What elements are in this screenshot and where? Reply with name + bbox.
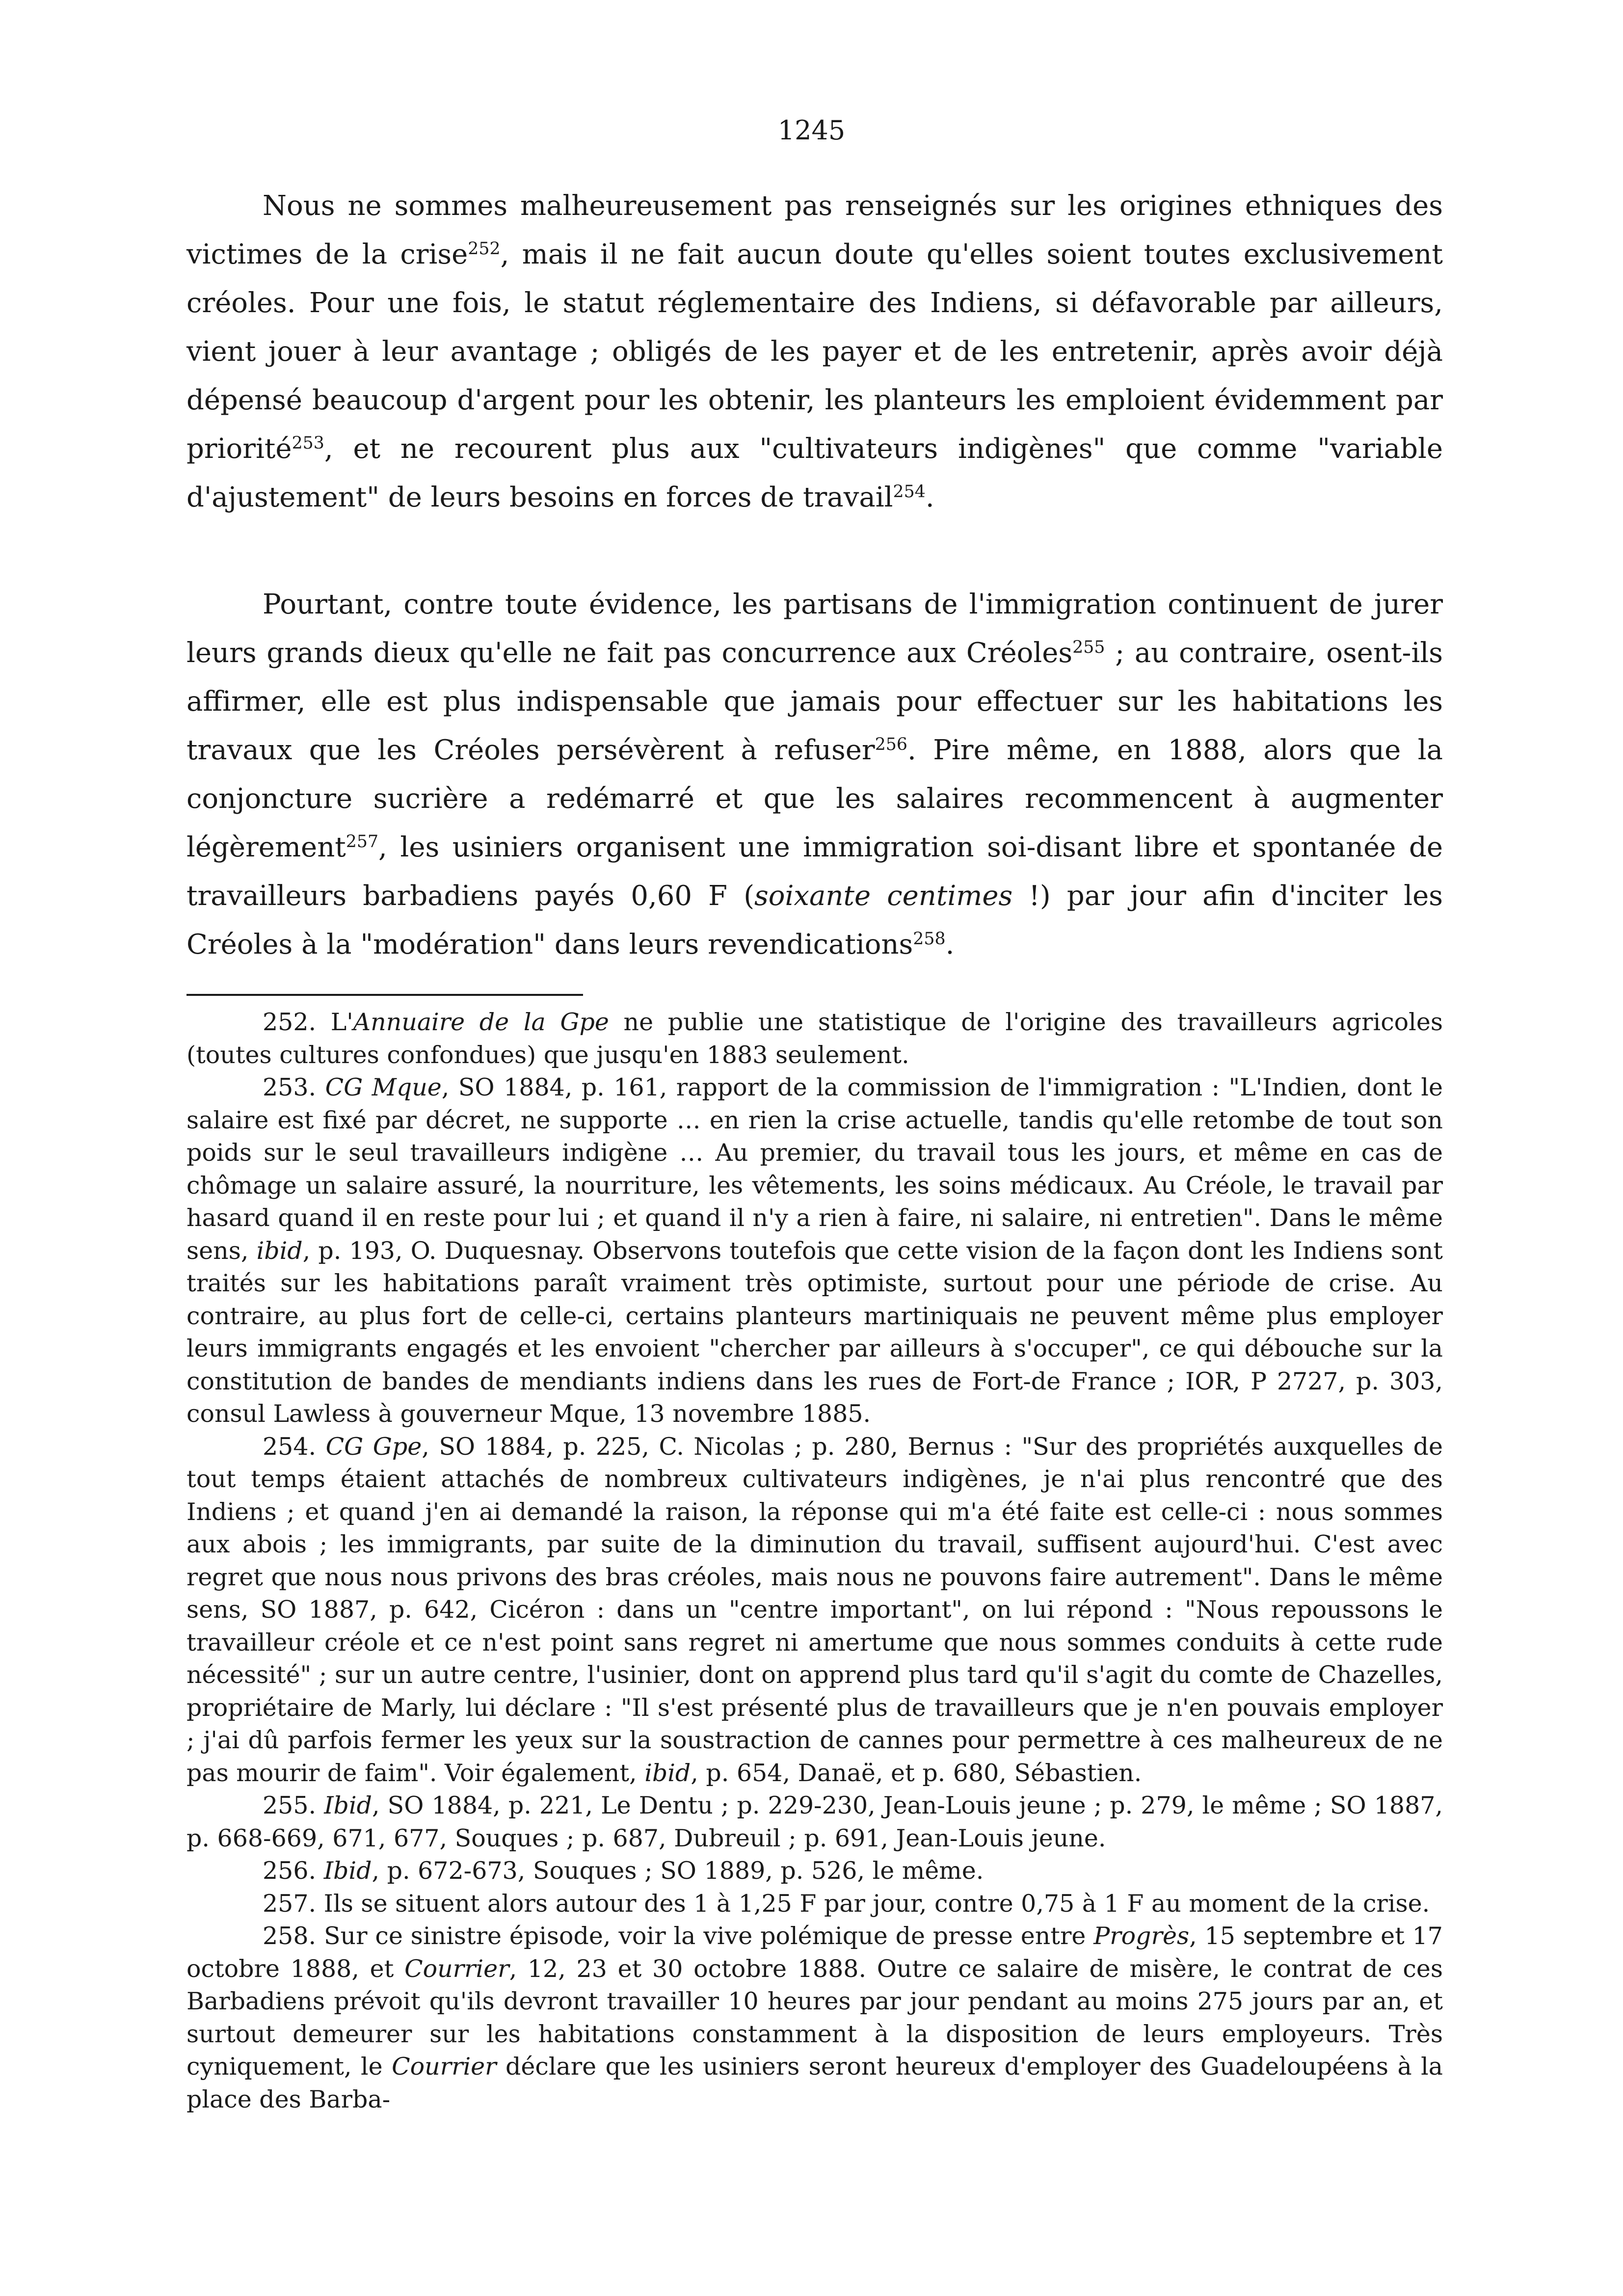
footnote-reference: 255 xyxy=(1072,637,1105,657)
footnotes xyxy=(186,1006,1443,2116)
page-number: 1245 xyxy=(777,115,846,146)
footnote-reference: 258 xyxy=(913,929,946,949)
footnote-258: 258. Sur ce sinistre épisode, voir la vive polémique de presse entre Progrès, 15 septembre et 17 octobre 1888, et Courrier, 12, 23 et 30 octobre 1888. Outre ce salaire de misère, le contrat de ces Barbadiens prévoit qu'ils devront travailler 10 heures par jour pendant au moins 275 jours par an, et surtout demeurer sur les habitations constamment à la disposition de leurs employeurs. Très cyniquement, le Courrier déclare que les usiniers seront heureux d'employer des Guadeloupéens à la place des Barba- xyxy=(186,1922,1443,2113)
italic-text: soixante centimes xyxy=(754,880,1013,912)
footnote-reference: 257 xyxy=(346,831,379,852)
italic-text: Progrès xyxy=(1093,1922,1190,1950)
footnote-255: 255. Ibid, SO 1884, p. 221, Le Dentu ; p. 229-230, Jean-Louis jeune ; p. 279, le même ; SO 1887, p. 668-669, 671, 677, Souques ; p. 687, Dubreuil ; p. 691, Jean-Louis jeune. xyxy=(186,1791,1443,1852)
italic-text: Ibid xyxy=(323,1857,372,1885)
footnote-reference: 253 xyxy=(292,433,324,453)
body-paragraph: Pourtant, contre toute évidence, les partisans de l'immigration continuent de jurer leurs grands dieux qu'elle ne fait pas concurrence aux Créoles$^{255}$ ; au contraire, osent-ils affirmer, elle est plus indispensable que jamais pour effectuer sur les habitations les travaux que les Créoles persévèrent à refuser$^{256}$. Pire même, en 1888, alors que la conjoncture sucrière a redémarré et que les salaires recommencent à augmenter légèrement$^{257}$, les usiniers organisent une immigration soi-disant libre et spontanée de travailleurs barbadiens payés 0,60 F (soixante centimes !) par jour afin d'inciter les Créoles à la "modération" dans leurs revendications$^{258}$. xyxy=(186,588,1443,961)
italic-text: CG Gpe xyxy=(325,1432,422,1461)
italic-text: ibid xyxy=(256,1236,303,1265)
italic-text: Annuaire de la Gpe xyxy=(353,1008,609,1036)
italic-text: Courrier xyxy=(392,2053,497,2081)
footnote-254: 254. CG Gpe, SO 1884, p. 225, C. Nicolas ; p. 280, Bernus : "Sur des propriétés auxquelles de tout temps étaient attachés de nombreux cultivateurs indigènes, je n'ai plus rencontré que des Indiens ; et quand j'en ai demandé la raison, la réponse qui m'a été faite est celle-ci : nous sommes aux abois ; les immigrants, par suite de la diminution du travail, suffisent aujourd'hui. C'est avec regret que nous nous privons des bras créoles, mais nous ne pouvons faire autrement". Dans le même sens, SO 1887, p. 642, Cicéron : dans un "centre important", on lui répond : "Nous repoussons le travailleur créole et ce n'est point sans regret ni amertume que nous sommes conduits à cette rude nécessité" ; sur un autre centre, l'usinier, dont on apprend plus tard qu'il s'agit du comte de Chazelles, propriétaire de Marly, lui déclare : "Il s'est présenté plus de travailleurs que je n'en pouvais employer ; j'ai dû parfois fermer les yeux sur la soustraction de cannes pour permettre à ces malheureux de ne pas mourir de faim". Voir également, ibid, p. 654, Danaë, et p. 680, Sébastien. xyxy=(186,1432,1443,1787)
footnote-separator xyxy=(186,994,583,996)
footnote-256: 256. Ibid, p. 672-673, Souques ; SO 1889, p. 526, le même. xyxy=(263,1857,984,1885)
italic-text: Courrier xyxy=(404,1954,509,1983)
footnote-reference: 256 xyxy=(875,734,907,754)
footnote-253: 253. CG Mque, SO 1884, p. 161, rapport de la commission de l'immigration : "L'Indien, dont le salaire est fixé par décret, ne supporte … en rien la crise actuelle, tandis qu'elle retombe de tout son poids sur le seul travailleurs indigène … Au premier, du travail tous les jours, et même en cas de chômage un salaire assuré, la nourriture, les vêtements, les soins médicaux. Au Créole, le travail par hasard quand il en reste pour lui ; et quand il n'y a rien à faire, ni salaire, ni entretien". Dans le même sens, ibid, p. 193, O. Duquesnay. Observons toutefois que cette vision de la façon dont les Indiens sont traités sur les habitations paraît vraiment très optimiste, surtout pour une période de crise. Au contraire, au plus fort de celle-ci, certains planteurs martiniquais ne peuvent même plus employer leurs immigrants engagés et les envoient "chercher par ailleurs à s'occuper", ce qui débouche sur la constitution de bandes de mendiants indiens dans les rues de Fort-de France ; IOR, P 2727, p. 303, consul Lawless à gouverneur Mque, 13 novembre 1885. xyxy=(186,1073,1443,1428)
body-paragraph: Nous ne sommes malheureusement pas renseignés sur les origines ethniques des victimes de la crise$^{252}$, mais il ne fait aucun doute qu'elles soient toutes exclusivement créoles. Pour une fois, le statut réglementaire des Indiens, si défavorable par ailleurs, vient jouer à leur avantage ; obligés de les payer et de les entretenir, après avoir déjà dépensé beaucoup d'argent pour les obtenir, les planteurs les emploient évidemment par priorité$^{253}$, et ne recourent plus aux "cultivateurs indigènes" que comme "variable d'ajustement" de leurs besoins en forces de travail$^{254}$. xyxy=(186,190,1443,513)
italic-text: Ibid xyxy=(324,1791,372,1819)
footnote-257: 257. Ils se situent alors autour des 1 à 1,25 F par jour, contre 0,75 à 1 F au moment de la crise. xyxy=(263,1889,1430,1918)
footnote-reference: 252 xyxy=(468,239,501,259)
footnote-252: 252. L'Annuaire de la Gpe ne publie une statistique de l'origine des travailleurs agricoles (toutes cultures confondues) que jusqu'en 1883 seulement. xyxy=(186,1008,1443,1069)
italic-text: ibid xyxy=(644,1759,691,1787)
italic-text: CG Mque xyxy=(325,1073,442,1101)
footnote-reference: 254 xyxy=(893,481,926,502)
